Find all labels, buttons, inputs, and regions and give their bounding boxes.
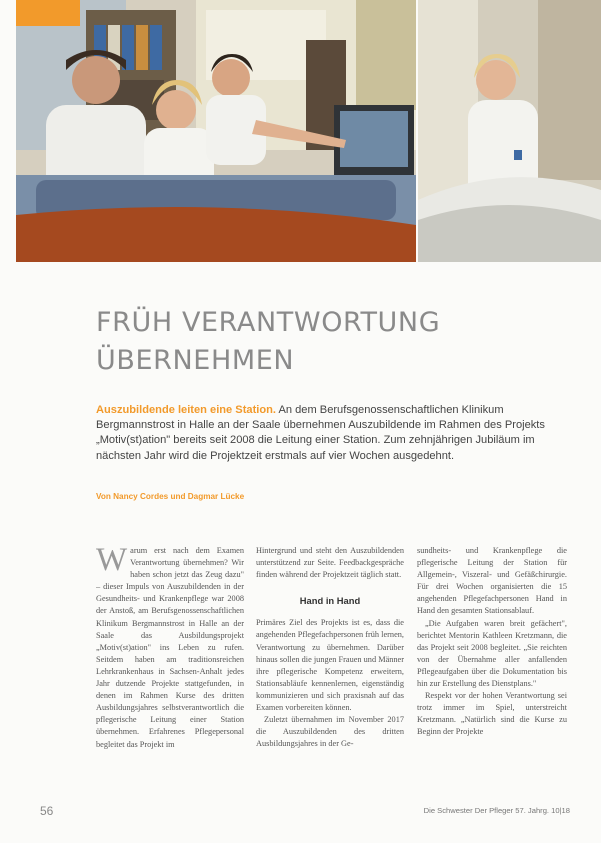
photo-students-at-computer [16,0,416,262]
body-column-1 [96,545,244,805]
column-2-text-1: Hintergrund und steht den Auszubildenden unterstützend zur Seite. Feedbackgespräche finden während der Projektzeit täglich statt. [256,546,404,580]
column-3-text-3: Respekt vor der hohen Verantwortung sei trotz immer im Spiel, unterstreicht Kretzmann. „Natürlich sind die Kurse zu Beginn der Projekte [417,691,567,737]
subheading-hand-in-hand: Hand in Hand [299,595,361,607]
lead-kicker: Auszubildende leiten eine Station. [96,404,276,416]
article-title-line-1: FRÜH VERANTWORTUNG [96,307,441,338]
publication-footer: Die Schwester Der Pfleger 57. Jahrg. 10|18 [423,806,570,815]
photo-nurse-at-bed [418,0,601,262]
drop-cap: W [96,545,128,578]
photo-illustration-right [418,0,601,262]
column-3-text-1: sundheits- und Krankenpflege die pflegerische Leitung der Station für Allgemein-, Viszeral- und Gefäßchirurgie. Für drei Wochen organisierten die 15 angehenden Pflegefachpersonen Hand in Hand den gesamten Stationsablauf. [417,546,567,616]
column-2-text-2: Primäres Ziel des Projekts ist es, dass die angehenden Pflegefachpersonen früh lernen, Verantwortung zu übernehmen. Darüber hinaus sollen die jungen Frauen und Männer ihre pflegerische Kompetenz erweitern, Stationsabläufe kennenlernen, eigenständig kommunizieren und sich praxisnah auf das Examen vorbereiten können. [256,618,404,713]
article-byline: Von Nancy Cordes und Dagmar Lücke [96,492,245,501]
photo-illustration-left [16,0,416,262]
column-1-text: arum erst nach dem Examen Verantwortung übernehmen? Wir haben schon jetzt das Zeug dazu" – dieser Impuls von Auszubildenden in der Gesundheits- und Krankenpflege war 2008 der Anstoß, am Berufsgenossenschaftlichen Klinikum Bergmannstrost in Halle an der Saale das Ausbildungsprojekt „Motiv(st)ation" ins Leben zu rufen. Seitdem haben am traditionsreichen Lehrkrankenhaus in Sachsen-Anhalt jedes Jahr dutzende Projekte stattgefunden, in denen im Rahmen Kurse des dritten Ausbildungsjahres selbstverantwortlich die pflegerische Leitung einer Station übernehmen. Erfahrenes Pflegepersonal begleitet das Projekt im [96,546,244,749]
article-title-line-2: ÜBERNEHMEN [96,345,295,376]
page-number: 56 [40,804,54,818]
section-tag-box [16,0,80,26]
body-column-3 [417,545,567,805]
column-2-text-3: Zuletzt übernahmen im November 2017 die Auszubildenden des dritten Ausbildungsjahres in der Ge- [256,715,404,749]
article-title [96,304,536,380]
article-lead [96,403,556,464]
body-column-2 [256,545,404,805]
column-3-text-2: „Die Aufgaben waren breit gefächert", berichtet Mentorin Kathleen Kretzmann, die das Projekt seit 2008 begleitet. „Sie reichten von der Übernahme aller anfallenden Pflegeaufgaben über die Dokumentation bis hin zur Erstellung des Dienstplans." [417,618,567,689]
lead-text: An dem Berufsgenossenschaftlichen Klinikum Bergmannstrost in Halle an der Saale übernehmen Auszubildende im Rahmen des Projekts „Motiv(st)ation" bereits seit 2008 die Leitung einer Station. Zum zehnjährigen Jubiläum im nächsten Jahr wird die Projektzeit erstmals auf vier Wochen ausgedehnt. [96,404,545,462]
